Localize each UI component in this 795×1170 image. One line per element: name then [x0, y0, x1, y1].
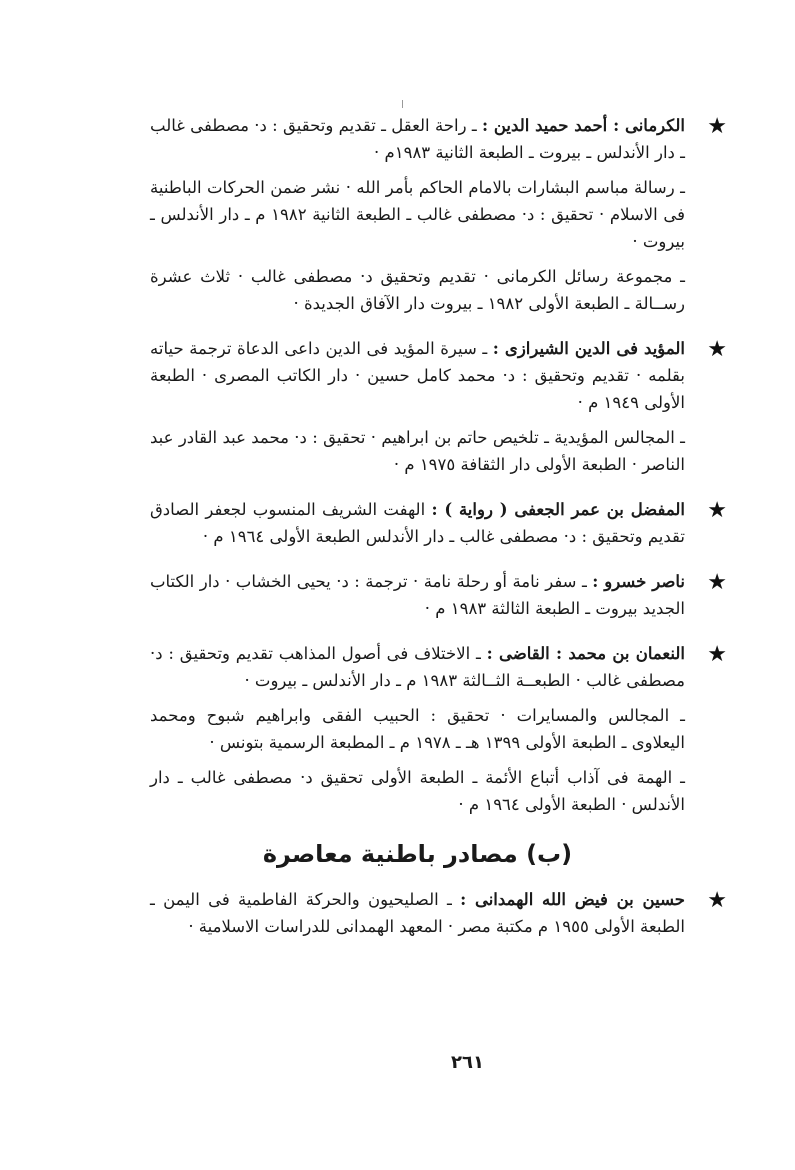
entry-author: حسين بن فيض الله الهمدانى : — [460, 890, 685, 909]
bibliography-entry — [150, 886, 727, 940]
entry-sub: ـ المجالس المؤيدية ـ تلخيص حاتم بن ابراهيم · تحقيق : د· محمد عبد القادر عبد الناصر · الطبعة الأولى دار الثقافة ١٩٧٥ م · — [150, 428, 685, 474]
entry-sub: ـ رسالة مباسم البشارات بالامام الحاكم بأمر الله · نشر ضمن الحركات الباطنية فى الاسلام · تحقيق : د· مصطفى غالب ـ الطبعة الثانية ١٩٨٢ م ـ دار الأندلس ـ بيروت · — [150, 178, 685, 251]
bibliography-entry — [150, 112, 727, 317]
entry-sub: ـ المجالس والمسايرات · تحقيق : الحبيب الفقى وابراهيم شبوح ومحمد اليعلاوى ـ الطبعة الأولى ١٣٩٩ هـ ـ ١٩٧٨ م ـ المطبعة الرسمية بتونس · — [150, 706, 685, 752]
entry-main — [150, 568, 685, 622]
entry-text: ـ الاختلاف فى أصول المذاهب تقديم وتحقيق : د· مصطفى غالب · الطبعــة الثــالثة ١٩٨٣ م ـ دار الأندلس ـ بيروت · — [150, 644, 685, 690]
star-bullet-icon: ★ — [707, 570, 727, 595]
entry-text: الهفت الشريف المنسوب لجعفر الصادق تقديم وتحقيق : د· مصطفى غالب ـ دار الأندلس الطبعة الأولى ١٩٦٤ م · — [150, 500, 685, 546]
star-bullet-icon: ★ — [707, 114, 727, 139]
entry-sub: ـ مجموعة رسائل الكرمانى · تقديم وتحقيق د· مصطفى غالب · ثلاث عشرة رســالة ـ الطبعة الأولى ١٩٨٢ ـ بيروت دار الآفاق الجديدة · — [150, 267, 685, 313]
entry-main — [150, 496, 685, 550]
entry-author: ناصر خسرو : — [592, 572, 685, 591]
entry-main — [150, 886, 685, 940]
bibliography-entry — [150, 496, 727, 550]
entry-main — [150, 640, 685, 694]
entry-author: النعمان بن محمد : القاضى : — [486, 644, 685, 663]
entry-text: ـ سيرة المؤيد فى الدين داعى الدعاة ترجمة حياته بقلمه · تقديم وتحقيق : د· محمد كامل حسين · دار الكاتب المصرى · الطبعة الأولى ١٩٤٩ م · — [150, 339, 685, 412]
star-bullet-icon: ★ — [707, 888, 727, 913]
entry-author: الكرمانى : أحمد حميد الدين : — [481, 116, 685, 135]
entry-text: ـ الصليحيون والحركة الفاطمية فى اليمن ـ الطبعة الأولى ١٩٥٥ م مكتبة مصر · المعهد الهمدانى للدراسات الاسلامية · — [150, 890, 685, 936]
bibliography-page — [150, 112, 727, 948]
entry-text: ـ راحة العقل ـ تقديم وتحقيق : د· مصطفى غالب ـ دار الأندلس ـ بيروت ـ الطبعة الثانية ١٩٨٣م · — [150, 116, 685, 162]
entry-text: ـ سفر نامة أو رحلة نامة · ترجمة : د· يحيى الخشاب · دار الكتاب الجديد بيروت ـ الطبعة الثالثة ١٩٨٣ م · — [150, 572, 685, 618]
star-bullet-icon: ★ — [707, 498, 727, 523]
star-bullet-icon: ★ — [707, 642, 727, 667]
section-heading: (ب) مصادر باطنية معاصرة — [262, 840, 573, 868]
top-mark — [402, 100, 403, 108]
entry-author: المؤيد فى الدين الشيرازى : — [492, 339, 685, 358]
page-number: ٢٦١ — [451, 1052, 484, 1073]
entry-author: المفضل بن عمر الجعفى ( رواية ) : — [431, 500, 685, 519]
bibliography-entry — [150, 568, 727, 622]
bibliography-entry — [150, 640, 727, 818]
entry-main — [150, 335, 685, 416]
entry-main — [150, 112, 685, 166]
entry-sub: ـ الهمة فى آذاب أتباع الأئمة ـ الطبعة الأولى تحقيق د· مصطفى غالب ـ دار الأندلس · الطبعة الأولى ١٩٦٤ م · — [150, 768, 685, 814]
star-bullet-icon: ★ — [707, 337, 727, 362]
bibliography-entry — [150, 335, 727, 478]
